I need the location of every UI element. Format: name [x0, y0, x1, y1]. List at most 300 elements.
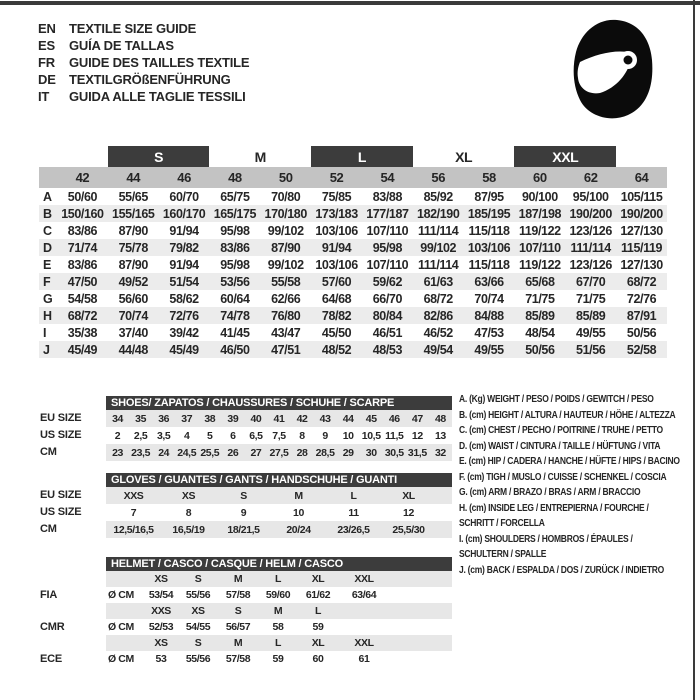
shoes-cell: 6,5	[249, 429, 263, 442]
helmet-size-row	[106, 571, 452, 587]
gloves-cell: 25,5/30	[381, 521, 436, 538]
measure-cell: 72/76	[626, 291, 657, 306]
helmet-value-cell: 55/56	[185, 589, 211, 601]
shoes-cell: 7,5	[272, 429, 286, 442]
measure-row-label: H	[39, 307, 57, 324]
measure-cell: 43/47	[271, 325, 301, 340]
legend-item: A. (Kg) WEIGHT / PESO / POIDS / GEWITCH / PESO	[459, 394, 654, 405]
measure-cell: 105/115	[620, 189, 663, 204]
helmet-standard-labels	[40, 571, 64, 667]
language-row	[38, 88, 249, 105]
measurement-legend	[459, 392, 694, 578]
helmet-unit-cell: Ø CM	[108, 653, 134, 665]
size-group-cell	[57, 146, 108, 167]
racing-helmet-icon	[570, 18, 654, 119]
measure-cell: 45/49	[159, 341, 210, 358]
shoes-section-header: SHOES/ ZAPATOS / CHAUSSURES / SCHUHE / SCARPE	[106, 396, 452, 410]
shoes-cell: 4	[183, 429, 190, 442]
measure-cell: 68/72	[616, 273, 667, 290]
shoes-cell: 30	[360, 444, 383, 461]
measure-cell: 55/65	[118, 189, 148, 204]
shoes-cell: 23	[106, 444, 129, 461]
gloves-row-labels	[40, 487, 81, 538]
shoes-cell: 5	[207, 429, 213, 442]
measure-cell: 59/62	[362, 273, 413, 290]
measure-cell: 53/56	[209, 273, 260, 290]
measure-cell: 49/55	[576, 325, 606, 340]
helmet-size-cell: M	[218, 635, 258, 651]
language-code: DE	[38, 72, 56, 87]
shoes-cell: 2,5	[133, 429, 148, 442]
measure-cell: 49/52	[108, 273, 159, 290]
measure-cell: 74/78	[209, 307, 260, 324]
language-label: TEXTILE SIZE GUIDE	[69, 21, 197, 36]
size-number-row	[39, 167, 667, 188]
shoes-cell: 12	[411, 429, 423, 442]
shoes-cell: 6	[230, 429, 236, 442]
size-number-cell: 50	[260, 167, 311, 188]
helmet-size-cell: XXL	[338, 571, 390, 587]
helmet-size-cell: XL	[298, 571, 338, 587]
legend-item: D. (cm) WAIST / CINTURA / TAILLE / HÜFTUNG / VITA	[459, 440, 661, 452]
measure-cell: 150/160	[57, 205, 108, 222]
measure-cell: 111/114	[418, 223, 459, 238]
measure-row-label: J	[39, 341, 57, 358]
measure-cell: 165/175	[209, 205, 260, 222]
helmet-size-cell: L	[258, 571, 298, 587]
size-group-row	[39, 146, 667, 167]
measure-cell: 63/66	[464, 273, 515, 290]
legend-item: C. (cm) CHEST / PECHO / POITRINE / TRUHE / PETTO	[459, 425, 663, 436]
measure-row-label: C	[43, 223, 52, 238]
helmet-value-cell: 61/62	[305, 589, 331, 601]
size-number-cell: 54	[362, 167, 413, 188]
measure-cell: 87/95	[474, 189, 504, 204]
measure-cell: 80/84	[362, 307, 413, 324]
helmet-unit-cell: Ø CM	[108, 589, 134, 601]
gloves-cell: 10	[293, 506, 304, 519]
legend-item: H. (cm) INSIDE LEG / ENTREPIERNA / FOURCHE /	[459, 502, 649, 514]
size-number-cell: 60	[514, 167, 565, 188]
measure-cell: 49/54	[413, 341, 464, 358]
language-header	[38, 20, 249, 105]
shoes-cell: 28,5	[314, 444, 337, 461]
gloves-cell: XL	[381, 487, 436, 504]
measure-cell: 119/122	[519, 223, 561, 238]
helmet-standard-label: FIA	[40, 589, 58, 601]
measure-cell: 61/63	[413, 273, 464, 290]
measure-cell: 56/60	[118, 291, 148, 306]
helmet-value-cell	[338, 619, 390, 635]
size-table	[39, 146, 667, 358]
size-number-cell: 52	[311, 167, 362, 188]
size-group-cell: S	[108, 146, 210, 167]
measure-cell: 72/76	[159, 307, 210, 324]
helmet-value-cell: 61	[358, 653, 370, 665]
helmet-value-row	[106, 651, 452, 667]
measure-cell: 58/62	[169, 291, 199, 306]
measure-cell: 103/106	[315, 223, 358, 238]
helmet-size-cell: XXL	[338, 635, 390, 651]
helmet-value-row	[106, 619, 452, 635]
shoes-row-label: US SIZE	[40, 429, 82, 441]
measure-cell: 55/58	[260, 273, 311, 290]
language-row	[38, 71, 249, 88]
measure-cell: 83/86	[67, 257, 98, 272]
measure-cell: 45/49	[57, 341, 108, 358]
shoes-cell: 38	[198, 410, 221, 427]
helmet-standard-label: CMR	[40, 621, 65, 633]
measure-cell: 99/102	[267, 223, 304, 238]
gloves-cell: 7	[130, 506, 137, 519]
measure-cell: 170/180	[260, 205, 311, 222]
measure-cell: 70/80	[271, 189, 301, 204]
measure-cell: 87/90	[118, 257, 148, 272]
measure-cell: 47/53	[474, 325, 504, 340]
language-row	[38, 20, 249, 37]
shoes-cell: 40	[244, 410, 267, 427]
measure-cell: 52/58	[616, 341, 667, 358]
gloves-cell: M	[271, 487, 326, 504]
helmet-size-cell: M	[218, 571, 258, 587]
right-border-rule	[693, 0, 695, 700]
helmet-value-cell: 59/60	[265, 589, 291, 601]
helmet-value-row	[106, 587, 452, 603]
shoes-cell: 45	[360, 410, 383, 427]
measure-cell: 45/50	[321, 325, 352, 340]
shoes-cell: 35	[129, 410, 152, 427]
measure-cell: 62/66	[271, 291, 301, 306]
shoes-cell: 3,5	[156, 429, 171, 442]
shoes-cell: 37	[175, 410, 198, 427]
gloves-table-body	[106, 487, 452, 538]
measure-cell: 95/100	[572, 189, 609, 204]
helmet-value-cell: 60	[312, 653, 324, 665]
measure-cell: 90/100	[521, 189, 558, 204]
measure-cell: 107/110	[366, 223, 409, 238]
shoes-cell: 24,5	[175, 444, 198, 461]
shoes-row	[106, 410, 452, 427]
language-label: GUIDA ALLE TAGLIE TESSILI	[69, 89, 246, 104]
size-number-cell: 62	[565, 167, 616, 188]
shoes-cell: 2	[114, 429, 121, 442]
measure-cell: 54/58	[67, 291, 98, 306]
legend-item: SCHULTERN / SPALLE	[459, 549, 547, 560]
gloves-row	[106, 521, 452, 538]
language-label: GUIDE DES TAILLES TEXTILE	[69, 55, 250, 70]
measure-cell: 115/118	[468, 223, 510, 238]
gloves-cell: 9	[240, 506, 247, 519]
shoes-cell: 42	[291, 410, 314, 427]
measure-cell: 173/183	[311, 205, 362, 222]
measure-row-label: I	[43, 325, 47, 340]
measure-cell: 60/70	[169, 189, 199, 204]
shoes-cell: 8	[299, 429, 305, 442]
gloves-section-header: GLOVES / GUANTES / GANTS / HANDSCHUHE / GUANTI	[106, 473, 452, 487]
measure-cell: 46/51	[372, 325, 403, 340]
shoes-cell: 23,5	[129, 444, 152, 461]
measure-cell: 41/45	[220, 325, 250, 340]
measure-row-label: D	[39, 239, 57, 256]
legend-item: F. (cm) TIGH / MUSLO / CUISSE / SCHENKEL / COSCIA	[459, 471, 667, 483]
measure-row	[39, 307, 667, 324]
gloves-cell: 20/24	[271, 521, 326, 538]
helmet-size-cell: L	[298, 603, 338, 619]
measure-cell: 76/80	[260, 307, 311, 324]
measure-cell: 84/88	[464, 307, 515, 324]
measure-cell: 47/51	[260, 341, 311, 358]
measure-cell: 85/89	[565, 307, 616, 324]
gloves-cell: 8	[185, 506, 192, 519]
measure-cell: 83/86	[67, 223, 98, 238]
measure-cell: 91/94	[169, 257, 199, 272]
helmet-section-header: HELMET / CASCO / CASQUE / HELM / CASCO	[106, 557, 452, 571]
helmet-unit-cell: Ø CM	[108, 621, 134, 633]
gloves-cell: L	[326, 487, 381, 504]
shoes-cell: 10,5	[361, 429, 381, 442]
helmet-value-cell: 53	[155, 653, 167, 665]
measure-cell: 64/68	[321, 291, 352, 306]
measure-cell: 71/75	[525, 291, 555, 306]
measure-cell: 68/72	[423, 291, 453, 306]
measure-cell: 123/126	[569, 257, 612, 272]
size-table-body	[39, 146, 667, 358]
measure-cell: 75/78	[108, 239, 159, 256]
shoes-row-label: CM	[40, 446, 57, 458]
helmet-size-cell: L	[258, 635, 298, 651]
shoes-cell: 36	[152, 410, 175, 427]
size-number-cell: 42	[57, 167, 108, 188]
measure-cell: 155/165	[108, 205, 159, 222]
measure-cell: 182/190	[413, 205, 464, 222]
measure-cell: 87/91	[616, 307, 667, 324]
helmet-size-cell: M	[258, 603, 298, 619]
legend-item: J. (cm) BACK / ESPALDA / DOS / ZURÜCK / INDIETRO	[459, 564, 664, 576]
gloves-table	[106, 487, 452, 538]
measure-cell: 79/82	[159, 239, 210, 256]
measure-cell: 60/64	[220, 291, 250, 306]
measure-cell: 50/60	[67, 189, 98, 204]
measure-cell: 47/50	[57, 273, 108, 290]
gloves-cell: S	[216, 487, 271, 504]
measure-cell: 85/89	[514, 307, 565, 324]
shoes-cell: 30,5	[383, 444, 406, 461]
size-number-cell: 44	[108, 167, 159, 188]
measure-row-label: A	[43, 189, 52, 204]
helmet-size-cell: XS	[178, 603, 218, 619]
shoes-cell: 41	[267, 410, 290, 427]
gloves-cell: XXS	[106, 487, 161, 504]
helmet-size-cell: S	[178, 571, 218, 587]
shoes-cell: 27	[244, 444, 267, 461]
helmet-size-cell: S	[178, 635, 218, 651]
helmet-value-cell: 58	[272, 621, 284, 633]
helmet-value-cell: 52/53	[148, 621, 174, 633]
size-number-cell: 46	[159, 167, 210, 188]
shoes-cell: 10	[342, 429, 354, 442]
legend-item: B. (cm) HEIGHT / ALTURA / HAUTEUR / HÖHE / ALTEZZA	[459, 409, 676, 421]
helmet-value-cell: 57/58	[225, 653, 251, 665]
gloves-cell: 11	[348, 506, 359, 519]
measure-cell: 48/52	[311, 341, 362, 358]
size-group-cell: XXL	[514, 146, 616, 167]
measure-cell: 57/60	[311, 273, 362, 290]
measure-row-label: G	[43, 291, 53, 306]
measure-cell: 46/52	[423, 325, 453, 340]
shoes-cell: 24	[152, 444, 175, 461]
size-group-cell: M	[254, 148, 266, 165]
measure-cell: 99/102	[267, 257, 304, 272]
measure-cell: 71/75	[576, 291, 606, 306]
shoes-table	[106, 410, 452, 461]
gloves-cell: 16,5/19	[161, 521, 216, 538]
helmet-size-cell	[338, 603, 390, 619]
helmet-value-cell: 63/64	[351, 589, 377, 601]
shoes-cell: 34	[106, 410, 129, 427]
measure-row-label: E	[43, 257, 51, 272]
language-code: ES	[38, 38, 55, 53]
gloves-row	[106, 487, 452, 504]
measure-cell: 123/126	[569, 223, 612, 238]
size-group-cell	[616, 146, 667, 167]
measure-cell: 103/106	[464, 239, 515, 256]
gloves-row-label: EU SIZE	[40, 489, 82, 501]
shoes-cell: 31,5	[406, 444, 429, 461]
measure-cell: 70/74	[474, 291, 504, 306]
shoes-cell: 28	[291, 444, 314, 461]
helmet-size-row	[106, 603, 452, 619]
measure-row	[39, 239, 667, 256]
measure-row	[39, 205, 667, 222]
shoes-cell: 11,5	[385, 429, 404, 442]
measure-cell: 51/54	[159, 273, 210, 290]
shoes-cell: 39	[221, 410, 244, 427]
language-code: EN	[38, 21, 56, 36]
size-group-cell: L	[311, 146, 413, 167]
gloves-cell: 23/26,5	[326, 521, 381, 538]
measure-cell: 127/130	[620, 223, 663, 238]
legend-item: G. (cm) ARM / BRAZO / BRAS / ARM / BRACCIO	[459, 487, 641, 498]
shoes-cell: 48	[429, 410, 452, 427]
legend-item: SCHRITT / FORCELLA	[459, 518, 545, 529]
shoes-cell: 13	[434, 429, 446, 442]
helmet-value-cell: 53/54	[148, 589, 174, 601]
top-border-rule	[0, 1, 700, 5]
measure-cell: 127/130	[620, 257, 663, 272]
measure-row-label: F	[39, 273, 57, 290]
measure-cell: 95/98	[220, 223, 250, 238]
helmet-table	[106, 571, 452, 667]
helmet-size-cell: XL	[298, 635, 338, 651]
measure-cell: 70/74	[108, 307, 159, 324]
measure-cell: 83/86	[209, 239, 260, 256]
measure-cell: 107/110	[514, 239, 565, 256]
measure-cell: 83/88	[372, 189, 403, 204]
measure-cell: 66/70	[372, 291, 403, 306]
measure-row	[39, 188, 667, 205]
helmet-value-cell: 56/57	[225, 621, 251, 633]
gloves-row	[106, 504, 452, 521]
measure-cell: 111/114	[418, 257, 459, 272]
measure-cell: 48/54	[525, 325, 555, 340]
measure-cell: 50/56	[514, 341, 565, 358]
measure-cell: 85/92	[423, 189, 453, 204]
measure-cell: 71/74	[57, 239, 108, 256]
gloves-row-label: CM	[40, 523, 57, 535]
measure-cell: 49/55	[464, 341, 515, 358]
helmet-size-cell: S	[218, 603, 258, 619]
legend-item: E. (cm) HIP / CADERA / HANCHE / HÜFTE / HIPS / BACINO	[459, 456, 680, 467]
measure-cell: 115/118	[468, 257, 510, 272]
measure-cell: 95/98	[220, 257, 250, 272]
measure-cell: 48/53	[362, 341, 413, 358]
measure-cell: 87/90	[118, 223, 148, 238]
measure-cell: 35/38	[67, 325, 98, 340]
measure-cell: 65/75	[220, 189, 250, 204]
measure-cell: 75/85	[321, 189, 352, 204]
measure-cell: 103/106	[315, 257, 358, 272]
measure-cell: 91/94	[311, 239, 362, 256]
language-row	[38, 37, 249, 54]
measure-row	[39, 273, 667, 290]
measure-cell: 65/68	[514, 273, 565, 290]
helmet-value-cell: 59	[272, 653, 284, 665]
measure-cell: 44/48	[108, 341, 159, 358]
measure-cell: 39/42	[169, 325, 199, 340]
measure-cell: 187/198	[514, 205, 565, 222]
measure-row-label: B	[39, 205, 57, 222]
helmet-value-cell: 55/56	[185, 653, 211, 665]
shoes-cell: 43	[314, 410, 337, 427]
legend-item: I. (cm) SHOULDERS / HOMBROS / ÉPAULES /	[459, 533, 633, 545]
measure-cell: 46/50	[209, 341, 260, 358]
measure-cell: 190/200	[565, 205, 616, 222]
shoes-table-body	[106, 410, 452, 461]
measure-cell: 50/56	[626, 325, 657, 340]
helmet-table-body	[106, 571, 452, 667]
helmet-size-row	[106, 635, 452, 651]
helmet-size-cell: XS	[144, 571, 178, 587]
measure-cell: 107/110	[366, 257, 409, 272]
language-label: TEXTILGRÖßENFÜHRUNG	[69, 72, 231, 87]
measure-cell: 190/200	[616, 205, 667, 222]
shoes-row	[106, 427, 452, 444]
measure-cell: 78/82	[311, 307, 362, 324]
language-code: FR	[38, 55, 55, 70]
language-label: GUÍA DE TALLAS	[69, 38, 174, 53]
gloves-cell: XS	[161, 487, 216, 504]
measure-cell: 115/119	[616, 239, 667, 256]
shoes-cell: 46	[383, 410, 406, 427]
helmet-value-cell: 59	[312, 621, 324, 633]
measure-cell: 51/56	[565, 341, 616, 358]
gloves-row-label: US SIZE	[40, 506, 82, 518]
size-number-cell: 56	[413, 167, 464, 188]
measure-cell: 87/90	[260, 239, 311, 256]
shoes-cell: 26	[221, 444, 244, 461]
language-row	[38, 54, 249, 71]
measure-row	[39, 222, 667, 239]
shoes-row-labels	[40, 410, 81, 461]
helmet-size-cell: XXS	[144, 603, 178, 619]
measure-cell: 160/170	[159, 205, 210, 222]
helmet-value-cell: 54/55	[185, 621, 211, 633]
measure-cell: 185/195	[464, 205, 515, 222]
shoes-cell: 29	[337, 444, 360, 461]
measure-cell: 37/40	[118, 325, 148, 340]
measure-row	[39, 256, 667, 273]
gloves-cell: 12	[403, 506, 414, 519]
